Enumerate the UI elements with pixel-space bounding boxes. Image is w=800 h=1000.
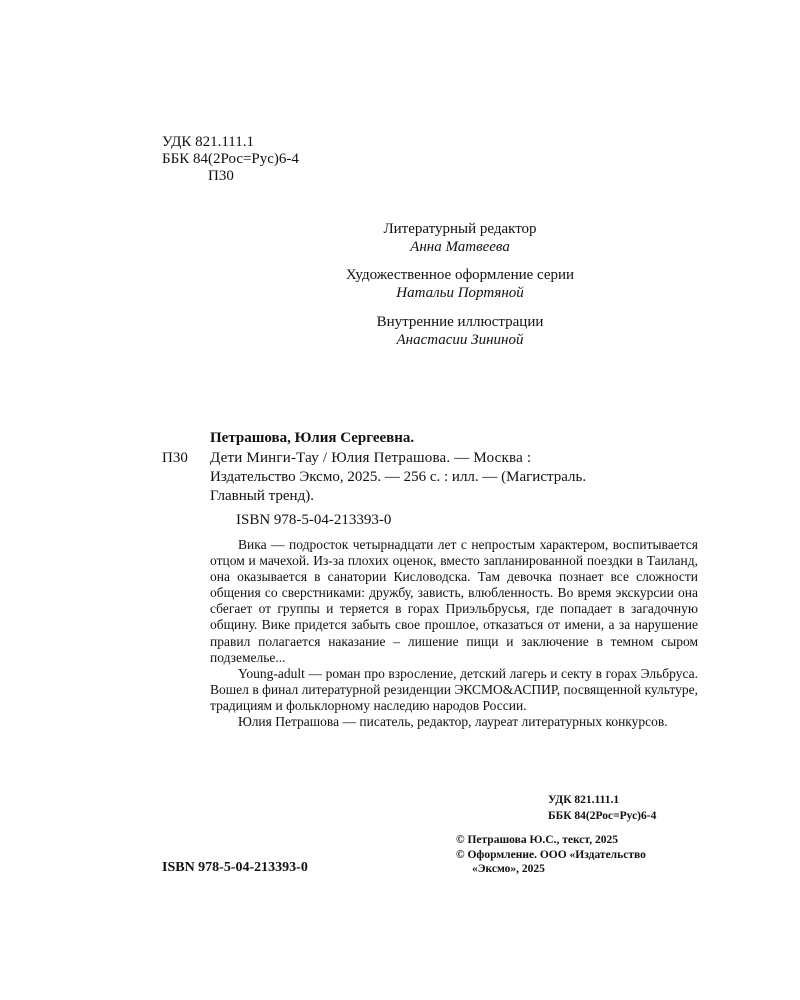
credit-role: Литературный редактор — [383, 221, 537, 237]
bibl-isbn: ISBN 978-5-04-213393-0 — [236, 512, 392, 528]
credit-person: Анастасии Зининой — [396, 332, 524, 348]
bibl-author-heading: Петрашова, Юлия Сергеевна. — [210, 430, 415, 446]
copyright-design-cont: «Эксмо», 2025 — [472, 863, 545, 875]
credit-role: Художественное оформление серии — [345, 267, 575, 283]
credit-illustrations — [210, 313, 710, 349]
copyright-design: © Оформление. ООО «Издательство — [456, 849, 646, 861]
credit-person: Анна Матвеева — [410, 239, 510, 255]
annotation-paragraph: Young-adult — роман про взросление, детский лагерь и секту в горах Эльбруса. Вошел в финал литературной резиденции ЭКСМО&АСПИР, посвященной культуре, традициям и фольклорному наследию народов России. — [210, 665, 698, 713]
credit-editor — [210, 220, 710, 256]
credit-person: Натальи Портяной — [396, 285, 524, 301]
author-sign: П30 — [208, 168, 234, 184]
bibl-line-2: Издательство Эксмо, 2025. — 256 с. : илл. — (Магистраль. — [210, 469, 587, 485]
bibl-line-3: Главный тренд). — [210, 488, 314, 504]
credit-role: Внутренние иллюстрации — [376, 314, 544, 330]
bibl-line-1: Дети Минги-Тау / Юлия Петрашова. — Москва : — [210, 450, 532, 466]
credit-series-design — [210, 266, 710, 302]
annotation-paragraph: Юлия Петрашова — писатель, редактор, лауреат литературных конкурсов. — [238, 714, 668, 730]
annotation-paragraph: Вика — подросток четырнадцати лет с непростым характером, воспитывается отцом и мачехой. Из-за плохих оценок, вместо запланированной поездки в Таиланд, она оказывается в санатории Кисловодска. Там девочка познает все сложности общения со сверстниками: дружбу, зависть, влюбленность. Во время экскурсии она сбегает от группы и теряется в горах Приэльбрусья, где попадает в загадочную общину. Вике придется забыть свое прошлое, отказаться от имени, а за нарушение правил полагается наказание – лишение пищи и заключение в темном сыром подземелье... — [210, 537, 698, 665]
annotation — [210, 537, 698, 730]
bibl-sign: П30 — [162, 450, 188, 466]
bbk-code: ББК 84(2Рос=Рус)6-4 — [162, 151, 299, 167]
footer-udk: УДК 821.111.1 — [548, 794, 620, 806]
footer-bbk: ББК 84(2Рос=Рус)6-4 — [548, 810, 657, 822]
copyright-text: © Петрашова Ю.С., текст, 2025 — [456, 834, 618, 846]
footer-isbn: ISBN 978-5-04-213393-0 — [162, 860, 308, 875]
udk-code: УДК 821.111.1 — [162, 134, 254, 150]
